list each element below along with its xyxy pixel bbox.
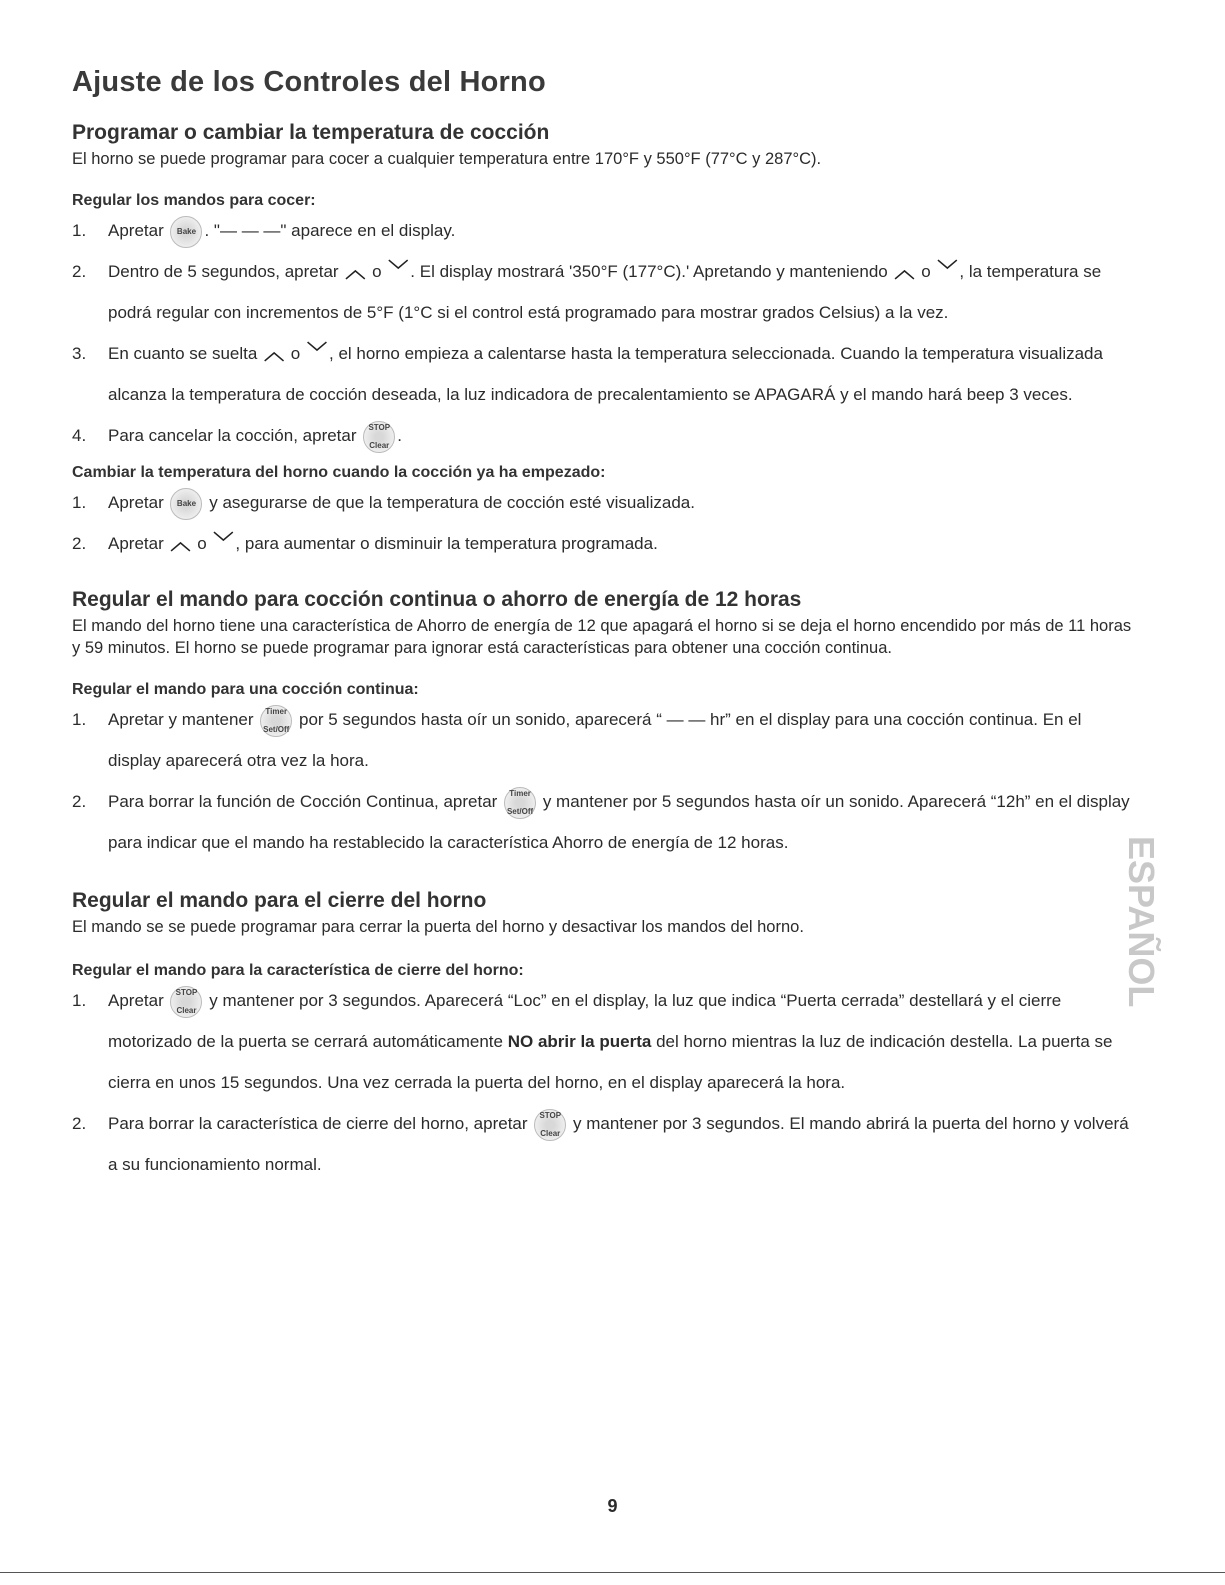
page-content — [72, 66, 1132, 1185]
stop-clear-key-icon: STOP Clear — [170, 986, 202, 1018]
section-intro-continuous: El mando del horno tiene una característica de Ahorro de energía de 12 que apagará el horno si se deja el horno encendido por más de 11 horas y 59 minutos. El horno se puede programar para ignorar está características para obtener una cocción continua. — [72, 617, 1132, 657]
list-item: 1. Apretar y mantener Timer Set/Off por 5 segundos hasta oír un sonido, aparecerá “ — — hr” en el display para una cocción continua. En el display aparecerá otra vez la hora. — [72, 699, 1132, 781]
up-arrow-icon: ︿ — [264, 342, 285, 364]
stop-clear-key-icon: STOP Clear — [534, 1109, 566, 1141]
subsection-heading-change-temp: Cambiar la temperatura del horno cuando la cocción ya ha empezado: — [72, 464, 606, 481]
list-item: 1. Apretar STOP Clear y mantener por 3 segundos. Aparecerá “Loc” en el display, la luz que indica “Puerta cerrada” destellará y el cierre motorizado de la puerta se cerrará automáticamente NO abrir la puerta del horno mientras la luz de indicación destella. La puerta se cierra en unos 15 segundos. Una vez cerrada la puerta del horno, en el display aparecerá la hora. — [72, 980, 1132, 1103]
list-item: 3. En cuanto se suelta ︿ o ﹀ , el horno empieza a calentarse hasta la temperatura seleccionada. Cuando la temperatura visualizada alcanza la temperatura de cocción deseada, la luz indicadora de precalentamiento se APAGARÁ y el mando hará beep 3 veces. — [72, 342, 1103, 404]
bake-key-icon: Bake — [170, 216, 202, 248]
subsection-heading-lock: Regular el mando para la característica de cierre del horno: — [72, 962, 524, 979]
subsection-change-temp — [72, 464, 1132, 564]
subsection-heading-continuous: Regular el mando para una cocción continua: — [72, 681, 419, 698]
up-arrow-icon: ︿ — [894, 260, 915, 282]
stop-clear-key-icon: STOP Clear — [363, 421, 395, 453]
list-item: 2. Dentro de 5 segundos, apretar ︿ o ﹀ . El display mostrará '350°F (177°C).' Apretando y manteniendo ︿ o ﹀ , la temperatura se podrá regular con incrementos de 5°F (1°C si el control está programado para mostrar grados Celsius) a la vez. — [72, 260, 1102, 322]
section-intro-temperature: El horno se puede programar para cocer a cualquier temperatura entre 170°F y 550°F (77°C y 287°C). — [72, 150, 822, 168]
section-continuous — [72, 588, 1132, 863]
steps-list-change-temp — [72, 482, 1132, 564]
timer-key-icon: Timer Set/Off — [504, 787, 536, 819]
subsection-heading-bake: Regular los mandos para cocer: — [72, 192, 316, 209]
down-arrow-icon: ﹀ — [937, 260, 958, 282]
list-item: 1. Apretar Bake y asegurarse de que la temperatura de cocción esté visualizada. — [72, 482, 1132, 523]
steps-list-bake — [72, 210, 1132, 456]
section-heading-continuous: Regular el mando para cocción continua o ahorro de energía de 12 horas — [72, 588, 802, 611]
down-arrow-icon: ﹀ — [388, 260, 409, 282]
up-arrow-icon: ︿ — [345, 260, 366, 282]
section-heading-temperature: Programar o cambiar la temperatura de cocción — [72, 121, 550, 144]
bake-key-icon: Bake — [170, 488, 202, 520]
steps-list-lock — [72, 980, 1132, 1185]
timer-key-icon: Timer Set/Off — [260, 705, 292, 737]
section-intro-lock: El mando se se puede programar para cerrar la puerta del horno y desactivar los mandos del horno. — [72, 918, 804, 936]
section-heading-lock: Regular el mando para el cierre del horno — [72, 889, 487, 912]
side-language-tab: ESPAÑOL — [1121, 836, 1162, 1008]
steps-list-continuous — [72, 699, 1132, 863]
bottom-rule — [0, 1572, 1225, 1573]
list-item: 4. Para cancelar la cocción, apretar STOP Clear . — [72, 415, 1132, 456]
subsection-bake — [72, 192, 1132, 456]
section-lock — [72, 889, 1132, 1185]
down-arrow-icon: ﹀ — [213, 532, 234, 554]
list-item: 2. Para borrar la característica de cierre del horno, apretar STOP Clear y mantener por 3 segundos. El mando abrirá la puerta del horno y volverá a su funcionamiento normal. — [72, 1103, 1132, 1185]
page-number: 9 — [607, 1496, 618, 1516]
list-item: 2. Para borrar la función de Cocción Continua, apretar Timer Set/Off y mantener por 5 segundos hasta oír un sonido. Aparecerá “12h” en el display para indicar que el mando ha restablecido la característica Ahorro de energía de 12 horas. — [72, 781, 1132, 863]
list-item: 1. Apretar Bake . "— — —" aparece en el display. — [72, 210, 1132, 251]
down-arrow-icon: ﹀ — [307, 342, 327, 364]
list-item: 2. Apretar ︿ o ﹀ , para aumentar o disminuir la temperatura programada. — [72, 532, 658, 554]
page-title: Ajuste de los Controles del Horno — [72, 66, 546, 98]
up-arrow-icon: ︿ — [170, 532, 191, 554]
